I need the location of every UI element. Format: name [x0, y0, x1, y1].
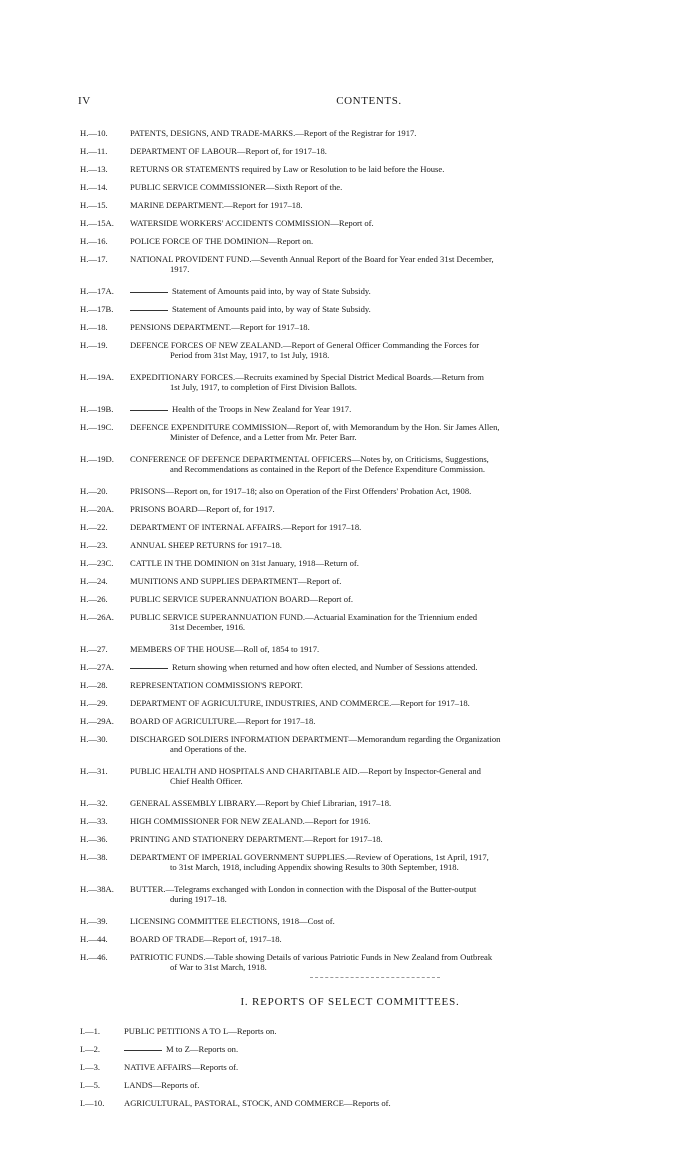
entry-code: H.—26A.: [80, 612, 114, 622]
entry-code: I.—5.: [80, 1080, 101, 1090]
list-item: [80, 164, 665, 174]
entry-text: [130, 934, 665, 944]
entry-title: HIGH COMMISSIONER FOR NEW ZEALAND.—Report for 1916.: [130, 816, 371, 826]
entry-text: [130, 254, 665, 274]
entry-text: [130, 164, 665, 174]
entry-code: H.—16.: [80, 236, 108, 246]
entry-text: [130, 286, 665, 296]
entry-text: [130, 504, 665, 514]
list-item: [80, 404, 665, 414]
list-item: [80, 576, 665, 586]
entry-code: H.—23.: [80, 540, 108, 550]
entry-code: H.—28.: [80, 680, 108, 690]
list-item: [80, 540, 665, 550]
ditto-dash: [130, 668, 168, 669]
entry-title: PATENTS, DESIGNS, AND TRADE-MARKS.—Report of the Registrar for 1917.: [130, 128, 417, 138]
list-item: [80, 952, 665, 972]
page-title: CONTENTS.: [336, 95, 402, 107]
entry-code: H.—27A.: [80, 662, 114, 672]
entry-code: H.—19.: [80, 340, 108, 350]
entry-title: PUBLIC SERVICE SUPERANNUATION BOARD—Report of.: [130, 594, 353, 604]
list-item: [80, 1062, 665, 1072]
entry-continuation: during 1917–18.: [170, 894, 227, 904]
ditto-dash: [124, 1050, 162, 1051]
entry-code: H.—39.: [80, 916, 108, 926]
entry-title: AGRICULTURAL, PASTORAL, STOCK, AND COMMERCE—Reports of.: [124, 1098, 391, 1108]
entry-title: CONFERENCE OF DEFENCE DEPARTMENTAL OFFICERS—Notes by, on Criticisms, Suggestions,: [130, 454, 489, 464]
entry-code: H.—31.: [80, 766, 108, 776]
entry-title: NATIVE AFFAIRS—Reports of.: [124, 1062, 239, 1072]
list-item: [80, 236, 665, 246]
entry-text: [130, 322, 665, 332]
ditto-dash: [130, 410, 168, 411]
entry-code: H.—17A.: [80, 286, 114, 296]
entry-title: RETURNS OR STATEMENTS required by Law or Resolution to be laid before the House.: [130, 164, 445, 174]
entry-title: ANNUAL SHEEP RETURNS for 1917–18.: [130, 540, 282, 550]
entry-code: H.—17.: [80, 254, 108, 264]
entry-code: I.—1.: [80, 1026, 101, 1036]
list-item: [80, 1098, 665, 1108]
list-item: [80, 884, 665, 904]
list-item: [80, 798, 665, 808]
entry-text: [130, 404, 665, 414]
entry-continuation: and Operations of the.: [170, 744, 247, 754]
entry-text: [130, 716, 665, 726]
entry-code: H.—14.: [80, 182, 108, 192]
entry-code: H.—30.: [80, 734, 108, 744]
entry-text: [130, 766, 665, 786]
list-item: [80, 286, 665, 296]
list-item: [80, 558, 665, 568]
entry-text: [130, 644, 665, 654]
list-item: [80, 680, 665, 690]
entry-text: [130, 576, 665, 586]
list-item: [80, 486, 665, 496]
list-item: [80, 766, 665, 786]
entry-title: DEPARTMENT OF IMPERIAL GOVERNMENT SUPPLIES.—Review of Operations, 1st April, 1917,: [130, 852, 489, 862]
entry-text: [130, 454, 665, 474]
list-item: [80, 1080, 665, 1090]
entry-title: DEFENCE FORCES OF NEW ZEALAND.—Report of General Officer Commanding the Forces for: [130, 340, 480, 350]
entry-code: H.—23C.: [80, 558, 114, 568]
entry-title: BOARD OF AGRICULTURE.—Report for 1917–18.: [130, 716, 316, 726]
entry-text: [130, 304, 665, 314]
entry-title: WATERSIDE WORKERS' ACCIDENTS COMMISSION—Report of.: [130, 218, 374, 228]
list-item: [80, 716, 665, 726]
entry-text: [130, 486, 665, 496]
list-item: [80, 304, 665, 314]
list-item: [80, 218, 665, 228]
entry-title: BUTTER.—Telegrams exchanged with London in connection with the Disposal of the Butter-output: [130, 884, 477, 894]
entry-title: REPRESENTATION COMMISSION'S REPORT.: [130, 680, 303, 690]
list-item: [80, 200, 665, 210]
list-item: [80, 816, 665, 826]
entry-continuation: 1st July, 1917, to completion of First Division Ballots.: [170, 382, 357, 392]
entry-title: PUBLIC SERVICE SUPERANNUATION FUND.—Actuarial Examination for the Triennium ended: [130, 612, 478, 622]
entry-title: MARINE DEPARTMENT.—Report for 1917–18.: [130, 200, 303, 210]
entry-code: H.—27.: [80, 644, 108, 654]
list-item: [80, 422, 665, 442]
entry-code: H.—22.: [80, 522, 108, 532]
list-item: [80, 852, 665, 872]
entry-title: Statement of Amounts paid into, by way of State Subsidy.: [172, 304, 371, 314]
entry-code: H.—15.: [80, 200, 108, 210]
entry-text: [130, 852, 665, 872]
entry-title: LANDS—Reports of.: [124, 1080, 200, 1090]
list-item: [80, 1026, 665, 1036]
entry-code: H.—24.: [80, 576, 108, 586]
entry-text: [124, 1080, 665, 1090]
list-item: [80, 734, 665, 754]
entry-code: H.—19B.: [80, 404, 114, 414]
page-header: [78, 95, 660, 109]
entry-title: LICENSING COMMITTEE ELECTIONS, 1918—Cost of.: [130, 916, 335, 926]
list-item: [80, 372, 665, 392]
entry-text: [130, 200, 665, 210]
entry-code: H.—19A.: [80, 372, 114, 382]
entry-code: H.—46.: [80, 952, 108, 962]
list-item: [80, 504, 665, 514]
ditto-dash: [130, 310, 168, 311]
entry-title: PUBLIC PETITIONS A TO L—Reports on.: [124, 1026, 277, 1036]
entry-continuation: and Recommendations as contained in the Report of the Defence Expenditure Commission.: [170, 464, 486, 474]
list-item: [80, 662, 665, 672]
entry-text: [130, 816, 665, 826]
entry-continuation: Period from 31st May, 1917, to 1st July, 1918.: [170, 350, 330, 360]
entry-continuation: Minister of Defence, and a Letter from Mr. Peter Barr.: [170, 432, 357, 442]
entry-title: PRISONS BOARD—Report of, for 1917.: [130, 504, 275, 514]
section-divider: [310, 977, 440, 978]
entry-text: [130, 884, 665, 904]
list-item: [80, 698, 665, 708]
entry-text: [130, 182, 665, 192]
entry-code: H.—26.: [80, 594, 108, 604]
entry-text: [130, 236, 665, 246]
entry-code: I.—2.: [80, 1044, 101, 1054]
entry-text: [124, 1062, 665, 1072]
entry-code: H.—29.: [80, 698, 108, 708]
entry-code: H.—33.: [80, 816, 108, 826]
entry-text: [130, 522, 665, 532]
list-item: [80, 916, 665, 926]
list-item: [80, 454, 665, 474]
entry-title: DISCHARGED SOLDIERS INFORMATION DEPARTMENT—Memorandum regarding the Organization: [130, 734, 501, 744]
entry-text: [130, 128, 665, 138]
entry-code: H.—38A.: [80, 884, 114, 894]
entry-code: H.—13.: [80, 164, 108, 174]
entry-code: H.—17B.: [80, 304, 114, 314]
entry-text: [130, 594, 665, 604]
list-item: [80, 254, 665, 274]
entry-code: H.—11.: [80, 146, 108, 156]
entry-code: H.—44.: [80, 934, 108, 944]
list-item: [80, 644, 665, 654]
entry-title: DEPARTMENT OF INTERNAL AFFAIRS.—Report for 1917–18.: [130, 522, 362, 532]
entry-title: MUNITIONS AND SUPPLIES DEPARTMENT—Report of.: [130, 576, 342, 586]
entry-title: Return showing when returned and how often elected, and Number of Sessions attended.: [172, 662, 478, 672]
entry-title: NATIONAL PROVIDENT FUND.—Seventh Annual Report of the Board for Year ended 31st December,: [130, 254, 494, 264]
entry-title: PRISONS—Report on, for 1917–18; also on Operation of the First Offenders' Probation Act, 1908.: [130, 486, 472, 496]
entry-text: [130, 540, 665, 550]
entry-title: PATRIOTIC FUNDS.—Table showing Details of various Patriotic Funds in New Zealand from Outbreak: [130, 952, 493, 962]
entry-code: H.—20.: [80, 486, 108, 496]
entry-text: [130, 952, 665, 972]
entry-title: Health of the Troops in New Zealand for Year 1917.: [172, 404, 352, 414]
list-item: [80, 182, 665, 192]
list-item: [80, 934, 665, 944]
entry-title: DEFENCE EXPENDITURE COMMISSION—Report of, with Memorandum by the Hon. Sir James Allen,: [130, 422, 500, 432]
entry-text: [130, 558, 665, 568]
list-item: [80, 594, 665, 604]
entry-code: I.—10.: [80, 1098, 105, 1108]
entry-title: PRINTING AND STATIONERY DEPARTMENT.—Report for 1917–18.: [130, 834, 383, 844]
entry-title: EXPEDITIONARY FORCES.—Recruits examined by Special District Medical Boards.—Return from: [130, 372, 484, 382]
entry-text: [130, 340, 665, 360]
entry-code: H.—18.: [80, 322, 108, 332]
entry-code: H.—20A.: [80, 504, 114, 514]
entry-code: H.—36.: [80, 834, 108, 844]
entry-text: [124, 1044, 665, 1054]
entry-code: H.—15A.: [80, 218, 114, 228]
entry-text: [130, 662, 665, 672]
list-item: [80, 128, 665, 138]
entry-title: DEPARTMENT OF AGRICULTURE, INDUSTRIES, AND COMMERCE.—Report for 1917–18.: [130, 698, 470, 708]
list-item: [80, 1044, 665, 1054]
entry-code: H.—32.: [80, 798, 108, 808]
entry-text: [130, 146, 665, 156]
entry-continuation: Chief Health Officer.: [170, 776, 243, 786]
entry-title: BOARD OF TRADE—Report of, 1917–18.: [130, 934, 282, 944]
entry-code: H.—10.: [80, 128, 108, 138]
ditto-dash: [130, 292, 168, 293]
entry-text: [130, 834, 665, 844]
entry-text: [130, 612, 665, 632]
page-number: IV: [78, 95, 91, 107]
list-item: [80, 340, 665, 360]
entry-continuation: 1917.: [170, 264, 190, 274]
entry-text: [130, 218, 665, 228]
entry-text: [130, 734, 665, 754]
entry-text: [130, 680, 665, 690]
entry-title: DEPARTMENT OF LABOUR—Report of, for 1917–18.: [130, 146, 327, 156]
list-item: [80, 612, 665, 632]
entry-title: PUBLIC SERVICE COMMISSIONER—Sixth Report of the.: [130, 182, 343, 192]
entry-title: M to Z—Reports on.: [166, 1044, 239, 1054]
section-title: I. REPORTS OF SELECT COMMITTEES.: [240, 996, 460, 1008]
entry-title: PENSIONS DEPARTMENT.—Report for 1917–18.: [130, 322, 310, 332]
entry-code: H.—29A.: [80, 716, 114, 726]
entry-continuation: 31st December, 1916.: [170, 622, 246, 632]
entry-title: GENERAL ASSEMBLY LIBRARY.—Report by Chief Librarian, 1917–18.: [130, 798, 392, 808]
entry-title: POLICE FORCE OF THE DOMINION—Report on.: [130, 236, 314, 246]
entry-continuation: to 31st March, 1918, including Appendix showing Results to 30th September, 1918.: [170, 862, 459, 872]
entry-title: PUBLIC HEALTH AND HOSPITALS AND CHARITABLE AID.—Report by Inspector-General and: [130, 766, 481, 776]
entry-text: [130, 372, 665, 392]
entry-title: Statement of Amounts paid into, by way of State Subsidy.: [172, 286, 371, 296]
entry-code: H.—38.: [80, 852, 108, 862]
entry-title: CATTLE IN THE DOMINION on 31st January, 1918—Return of.: [130, 558, 359, 568]
entry-text: [130, 422, 665, 442]
entry-text: [124, 1026, 665, 1036]
entry-code: I.—3.: [80, 1062, 101, 1072]
entry-continuation: of War to 31st March, 1918.: [170, 962, 267, 972]
list-item: [80, 834, 665, 844]
entry-text: [124, 1098, 665, 1108]
list-item: [80, 322, 665, 332]
entry-text: [130, 698, 665, 708]
entry-title: MEMBERS OF THE HOUSE—Roll of, 1854 to 1917.: [130, 644, 320, 654]
entry-code: H.—19C.: [80, 422, 114, 432]
entry-code: H.—19D.: [80, 454, 114, 464]
entry-text: [130, 798, 665, 808]
entry-text: [130, 916, 665, 926]
list-item: [80, 146, 665, 156]
list-item: [80, 522, 665, 532]
